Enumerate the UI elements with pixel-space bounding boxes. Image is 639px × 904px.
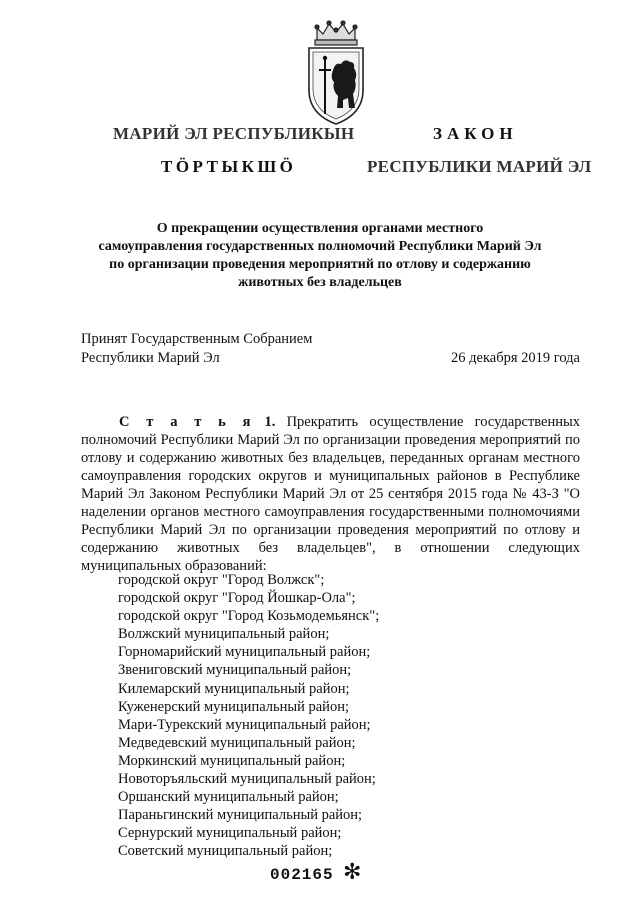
list-item: Советский муниципальный район;: [118, 843, 333, 860]
list-item: Горномарийский муниципальный район;: [118, 644, 371, 661]
asterisk-mark: ✻: [343, 860, 362, 885]
list-item: городской округ "Город Йошкар-Ола";: [118, 590, 356, 607]
law-title-line: животных без владельцев: [238, 275, 402, 290]
law-title-line: самоуправления государственных полномочий Республики Марий Эл: [98, 239, 542, 254]
law-title: [90, 220, 550, 292]
serial-number: 002165: [270, 866, 334, 884]
list-item: Куженерский муниципальный район;: [118, 698, 349, 715]
article-text: Прекратить осуществление государственных полномочий Республики Марий Эл по организации проведения мероприятий по отлову и содержанию животных без владельцев, переданных органам местного самоуправления городских округов и муниципальных районов в Республике Марий Эл Законом Республики Марий Эл от 25 сентября 2015 года № 43-З "О наделении органов местного самоуправления государственными полномочиями Республики Марий Эл по организации проведения мероприятий по отлову и содержанию животных без владельцев", в отношении следующих муниципальных образований:: [81, 414, 580, 574]
header-republic-russian: РЕСПУБЛИКИ МАРИЙ ЭЛ: [367, 157, 592, 176]
list-item: Моркинский муниципальный район;: [118, 752, 346, 769]
header-law-russian: ЗАКОН: [433, 124, 518, 143]
article-number: 1.: [264, 414, 276, 430]
adoption-line: Республики Марий Эл: [81, 350, 220, 366]
law-title-line: по организации проведения мероприятий по отлову и содержанию: [109, 257, 531, 272]
adoption-line: Принят Государственным Собранием: [81, 331, 313, 347]
list-item: Килемарский муниципальный район;: [118, 680, 350, 697]
list-item: Медведевский муниципальный район;: [118, 734, 356, 751]
list-item: городской округ "Город Козьмодемьянск";: [118, 608, 380, 625]
article-label: С т а т ь я: [119, 414, 254, 430]
list-item: городской округ "Город Волжск";: [118, 572, 325, 588]
coat-of-arms-emblem: [303, 18, 369, 128]
article-1: [81, 413, 580, 575]
adoption-statement: [81, 330, 312, 368]
list-item: Новоторъяльский муниципальный район;: [118, 771, 376, 788]
list-item: Звениговский муниципальный район;: [118, 662, 352, 679]
list-item: Параньгинский муниципальный район;: [118, 807, 363, 824]
header-republic-mari: МАРИЙ ЭЛ РЕСПУБЛИКЫН: [113, 124, 355, 143]
header-law-mari: ТӦРТЫКШӦ: [161, 157, 297, 176]
list-item: Мари-Турекский муниципальный район;: [118, 716, 371, 733]
adoption-date: 26 декабря 2019 года: [451, 350, 580, 366]
municipality-list: [118, 571, 379, 861]
list-item: Волжский муниципальный район;: [118, 626, 330, 643]
list-item: Оршанский муниципальный район;: [118, 789, 339, 806]
law-title-line: О прекращении осуществления органами местного: [156, 221, 484, 236]
list-item: Сернурский муниципальный район;: [118, 825, 342, 842]
